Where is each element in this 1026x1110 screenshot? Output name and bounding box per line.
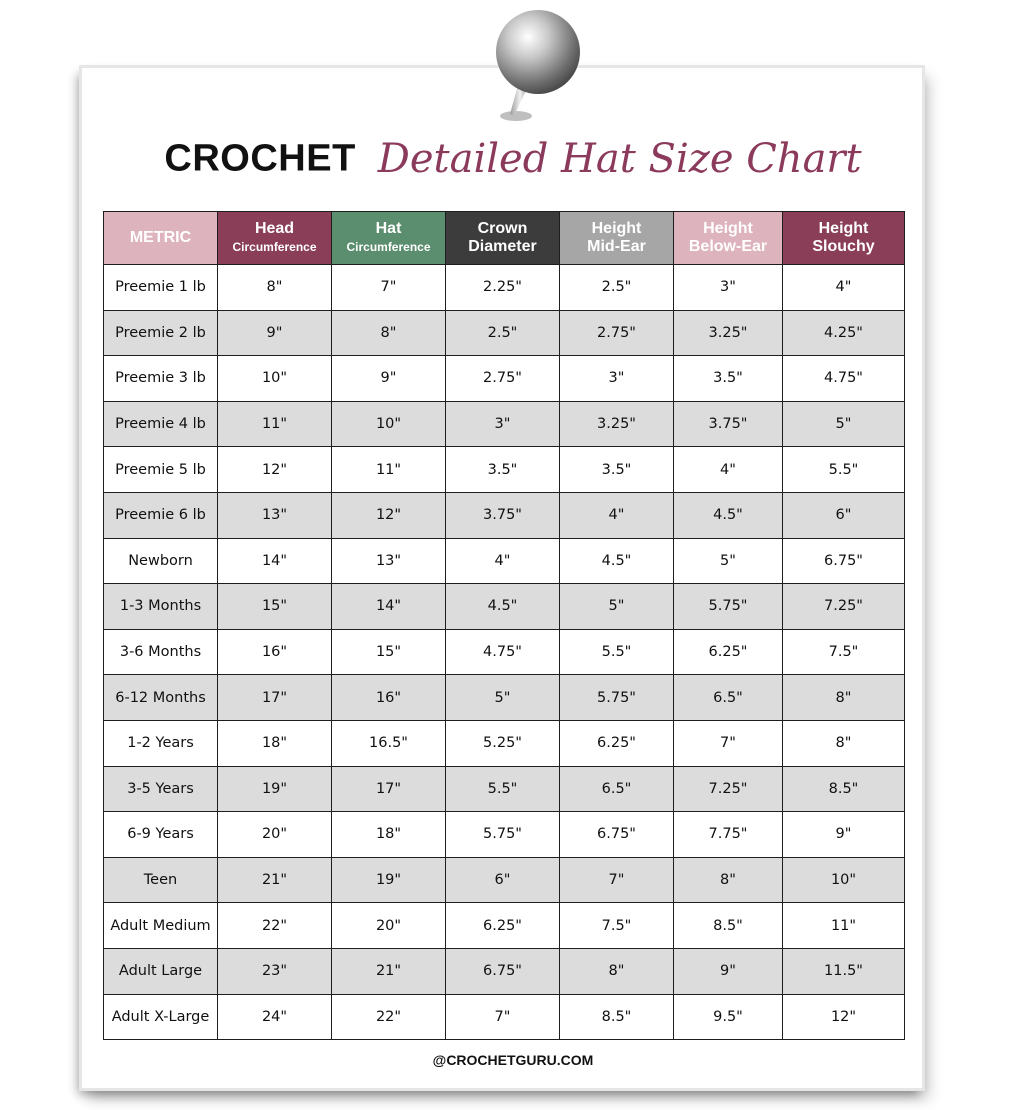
value-cell: 8" bbox=[332, 310, 446, 356]
value-cell: 9" bbox=[218, 310, 332, 356]
value-cell: 3" bbox=[560, 356, 674, 402]
value-cell: 2.75" bbox=[446, 356, 560, 402]
row-label-cell: Preemie 1 lb bbox=[104, 265, 218, 311]
value-cell: 23" bbox=[218, 948, 332, 994]
value-cell: 6.25" bbox=[446, 903, 560, 949]
column-header bbox=[104, 212, 218, 265]
value-cell: 8.5" bbox=[560, 994, 674, 1040]
table-row bbox=[104, 310, 905, 356]
column-header bbox=[674, 212, 783, 265]
footer-credit: @CROCHETGURU.COM bbox=[432, 1052, 594, 1068]
value-cell: 22" bbox=[218, 903, 332, 949]
table-row bbox=[104, 629, 905, 675]
value-cell: 4.5" bbox=[560, 538, 674, 584]
column-header-title: Head bbox=[254, 220, 295, 237]
value-cell: 17" bbox=[332, 766, 446, 812]
table-row bbox=[104, 994, 905, 1040]
value-cell: 5.5" bbox=[560, 629, 674, 675]
title-main: Detailed Hat Size Chart bbox=[377, 136, 862, 182]
table-row bbox=[104, 857, 905, 903]
value-cell: 8" bbox=[560, 948, 674, 994]
value-cell: 19" bbox=[218, 766, 332, 812]
column-header-subtitle: Slouchy bbox=[812, 238, 875, 255]
size-chart-table bbox=[103, 211, 905, 1040]
table-row bbox=[104, 720, 905, 766]
value-cell: 5.25" bbox=[446, 720, 560, 766]
value-cell: 3.5" bbox=[446, 447, 560, 493]
row-label-cell: 3-6 Months bbox=[104, 629, 218, 675]
column-header bbox=[560, 212, 674, 265]
value-cell: 22" bbox=[332, 994, 446, 1040]
value-cell: 3.75" bbox=[446, 492, 560, 538]
value-cell: 13" bbox=[218, 492, 332, 538]
value-cell: 11.5" bbox=[783, 948, 905, 994]
row-label-cell: 1-2 Years bbox=[104, 720, 218, 766]
value-cell: 20" bbox=[332, 903, 446, 949]
value-cell: 8" bbox=[674, 857, 783, 903]
value-cell: 7" bbox=[446, 994, 560, 1040]
value-cell: 5.75" bbox=[674, 584, 783, 630]
value-cell: 5.5" bbox=[783, 447, 905, 493]
row-label-cell: Preemie 3 lb bbox=[104, 356, 218, 402]
row-label-cell: Newborn bbox=[104, 538, 218, 584]
value-cell: 18" bbox=[332, 812, 446, 858]
value-cell: 8" bbox=[783, 720, 905, 766]
column-header-subtitle: Circumference bbox=[346, 240, 431, 254]
value-cell: 2.25" bbox=[446, 265, 560, 311]
value-cell: 7.5" bbox=[560, 903, 674, 949]
value-cell: 5" bbox=[446, 675, 560, 721]
value-cell: 5.5" bbox=[446, 766, 560, 812]
value-cell: 19" bbox=[332, 857, 446, 903]
row-label-cell: Adult Medium bbox=[104, 903, 218, 949]
value-cell: 6.75" bbox=[446, 948, 560, 994]
row-label-cell: 6-12 Months bbox=[104, 675, 218, 721]
value-cell: 2.75" bbox=[560, 310, 674, 356]
value-cell: 7.75" bbox=[674, 812, 783, 858]
table-row bbox=[104, 538, 905, 584]
value-cell: 7.25" bbox=[674, 766, 783, 812]
table-row bbox=[104, 766, 905, 812]
value-cell: 24" bbox=[218, 994, 332, 1040]
value-cell: 14" bbox=[218, 538, 332, 584]
value-cell: 6.5" bbox=[674, 675, 783, 721]
table-row bbox=[104, 401, 905, 447]
value-cell: 6.75" bbox=[783, 538, 905, 584]
value-cell: 16" bbox=[332, 675, 446, 721]
value-cell: 5" bbox=[674, 538, 783, 584]
row-label-cell: Preemie 6 lb bbox=[104, 492, 218, 538]
table-row bbox=[104, 492, 905, 538]
row-label-cell: 3-5 Years bbox=[104, 766, 218, 812]
value-cell: 5" bbox=[783, 401, 905, 447]
row-label-cell: Preemie 5 lb bbox=[104, 447, 218, 493]
value-cell: 3.5" bbox=[560, 447, 674, 493]
column-header-title: Crown bbox=[477, 220, 528, 237]
value-cell: 2.5" bbox=[560, 265, 674, 311]
column-header bbox=[446, 212, 560, 265]
table-header-row bbox=[104, 212, 905, 265]
column-header bbox=[218, 212, 332, 265]
value-cell: 21" bbox=[218, 857, 332, 903]
table-row bbox=[104, 675, 905, 721]
value-cell: 4" bbox=[446, 538, 560, 584]
value-cell: 11" bbox=[332, 447, 446, 493]
value-cell: 3" bbox=[446, 401, 560, 447]
value-cell: 8.5" bbox=[674, 903, 783, 949]
value-cell: 5" bbox=[560, 584, 674, 630]
value-cell: 10" bbox=[332, 401, 446, 447]
value-cell: 4.5" bbox=[446, 584, 560, 630]
row-label-cell: Preemie 4 lb bbox=[104, 401, 218, 447]
column-header-title: Height bbox=[703, 220, 753, 237]
value-cell: 6" bbox=[446, 857, 560, 903]
value-cell: 9" bbox=[674, 948, 783, 994]
table-row bbox=[104, 356, 905, 402]
column-header-title: Hat bbox=[375, 220, 402, 237]
value-cell: 4.75" bbox=[783, 356, 905, 402]
column-header-title: Height bbox=[818, 220, 869, 237]
value-cell: 10" bbox=[783, 857, 905, 903]
column-header bbox=[332, 212, 446, 265]
value-cell: 3.5" bbox=[674, 356, 783, 402]
value-cell: 8" bbox=[783, 675, 905, 721]
table-body bbox=[104, 265, 905, 1040]
value-cell: 3.25" bbox=[560, 401, 674, 447]
value-cell: 6.75" bbox=[560, 812, 674, 858]
value-cell: 11" bbox=[783, 903, 905, 949]
table-row bbox=[104, 265, 905, 311]
row-label-cell: Teen bbox=[104, 857, 218, 903]
value-cell: 7" bbox=[674, 720, 783, 766]
row-label-cell: 6-9 Years bbox=[104, 812, 218, 858]
value-cell: 16.5" bbox=[332, 720, 446, 766]
row-label-cell: Preemie 2 lb bbox=[104, 310, 218, 356]
table-row bbox=[104, 447, 905, 493]
value-cell: 12" bbox=[218, 447, 332, 493]
value-cell: 10" bbox=[218, 356, 332, 402]
value-cell: 16" bbox=[218, 629, 332, 675]
value-cell: 5.75" bbox=[446, 812, 560, 858]
column-header-subtitle: Circumference bbox=[232, 240, 317, 254]
value-cell: 3.25" bbox=[674, 310, 783, 356]
value-cell: 7.5" bbox=[783, 629, 905, 675]
value-cell: 12" bbox=[332, 492, 446, 538]
value-cell: 9" bbox=[783, 812, 905, 858]
value-cell: 12" bbox=[783, 994, 905, 1040]
title-prefix: CROCHET bbox=[164, 137, 356, 180]
column-header-title: Height bbox=[591, 220, 642, 237]
value-cell: 5.75" bbox=[560, 675, 674, 721]
value-cell: 11" bbox=[218, 401, 332, 447]
value-cell: 4.5" bbox=[674, 492, 783, 538]
column-header-subtitle: Diameter bbox=[468, 238, 537, 255]
row-label-cell: 1-3 Months bbox=[104, 584, 218, 630]
value-cell: 18" bbox=[218, 720, 332, 766]
value-cell: 2.5" bbox=[446, 310, 560, 356]
value-cell: 6" bbox=[783, 492, 905, 538]
value-cell: 3" bbox=[674, 265, 783, 311]
pushpin-icon bbox=[480, 8, 590, 123]
value-cell: 7.25" bbox=[783, 584, 905, 630]
value-cell: 15" bbox=[218, 584, 332, 630]
table-row bbox=[104, 584, 905, 630]
column-header-subtitle: Below-Ear bbox=[688, 238, 768, 255]
value-cell: 6.5" bbox=[560, 766, 674, 812]
row-label-cell: Adult X-Large bbox=[104, 994, 218, 1040]
value-cell: 4.25" bbox=[783, 310, 905, 356]
value-cell: 4" bbox=[560, 492, 674, 538]
value-cell: 7" bbox=[332, 265, 446, 311]
value-cell: 8" bbox=[218, 265, 332, 311]
chart-title bbox=[0, 136, 1026, 182]
table-row bbox=[104, 903, 905, 949]
column-header-title: METRIC bbox=[129, 229, 192, 246]
value-cell: 14" bbox=[332, 584, 446, 630]
value-cell: 4.75" bbox=[446, 629, 560, 675]
column-header bbox=[783, 212, 905, 265]
row-label-cell: Adult Large bbox=[104, 948, 218, 994]
value-cell: 8.5" bbox=[783, 766, 905, 812]
value-cell: 21" bbox=[332, 948, 446, 994]
table-row bbox=[104, 812, 905, 858]
value-cell: 4" bbox=[674, 447, 783, 493]
table-row bbox=[104, 948, 905, 994]
value-cell: 6.25" bbox=[674, 629, 783, 675]
value-cell: 6.25" bbox=[560, 720, 674, 766]
value-cell: 13" bbox=[332, 538, 446, 584]
value-cell: 15" bbox=[332, 629, 446, 675]
value-cell: 7" bbox=[560, 857, 674, 903]
value-cell: 3.75" bbox=[674, 401, 783, 447]
value-cell: 9" bbox=[332, 356, 446, 402]
column-header-subtitle: Mid-Ear bbox=[587, 238, 646, 255]
value-cell: 17" bbox=[218, 675, 332, 721]
value-cell: 9.5" bbox=[674, 994, 783, 1040]
value-cell: 4" bbox=[783, 265, 905, 311]
value-cell: 20" bbox=[218, 812, 332, 858]
